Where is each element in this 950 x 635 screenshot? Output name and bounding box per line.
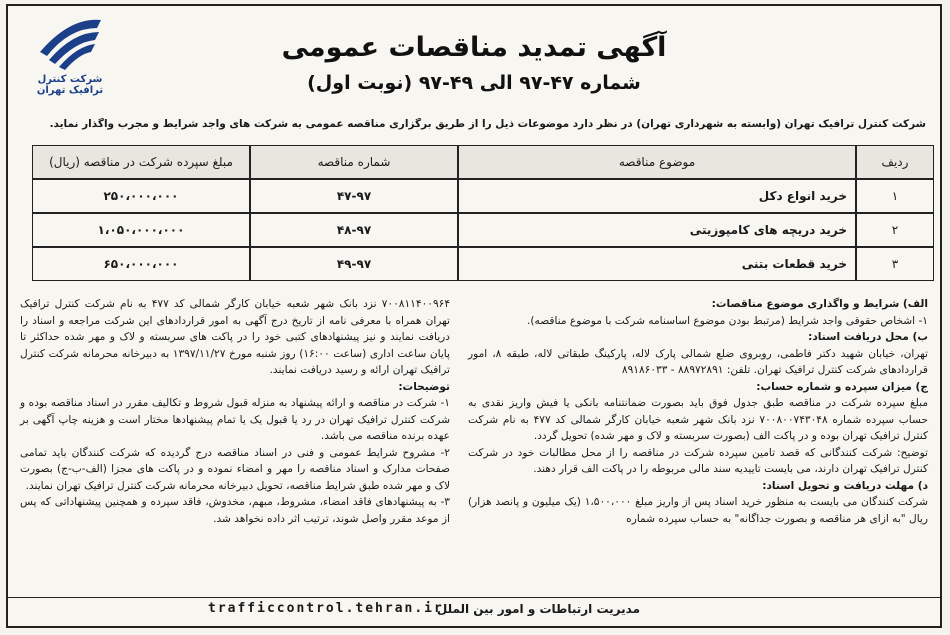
- table-row: [32, 247, 934, 281]
- cell-deposit: ۶۵۰،۰۰۰،۰۰۰: [32, 247, 250, 281]
- cell-tender-number: ۴۸-۹۷: [250, 213, 458, 247]
- conditions-column: [468, 296, 928, 527]
- section-d-body: شرکت کنندگان می بایست به منظور خرید اسناد پس از واریز مبلغ ۱،۵۰۰،۰۰۰ (یک میلیون و پانصد هزار) ریال "به ازای هر مناقصه و بصورت جداگانه" به حساب سپرده شماره: [468, 496, 929, 525]
- notice-title: آگهی تمدید مناقصات عمومی: [281, 32, 667, 63]
- cell-row-number: ۲: [856, 213, 934, 247]
- company-logo-text: شرکت کنترل ترافیک تهران: [36, 74, 104, 96]
- note-3: ۳- به پیشنهادهای فاقد امضاء، مشروط، مبهم، مخدوش، فاقد سپرده و همچنین پیشنهاداتی که پس از موعد مقرر واصل شوند، ترتیب اثر داده نخواهد شد.: [20, 496, 450, 525]
- cell-deposit: ۲۵۰،۰۰۰،۰۰۰: [32, 179, 250, 213]
- table-header-row: [32, 145, 934, 179]
- cell-subject: خرید دریچه های کامپوزیتی: [458, 213, 856, 247]
- section-a-heading: الف) شرایط و واگذاری موضوع مناقصات:: [711, 298, 928, 310]
- footer-department: مدیریت ارتباطات و امور بین الملل: [436, 602, 640, 616]
- section-b-body: تهران، خیابان شهید دکتر فاطمی، روبروی ضلع شمالی پارک لاله، پارکینگ طبقاتی لاله، طبقه ۸، امور قراردادهای شرکت کنترل ترافیک تهران. تلفن: ۸۸۹۷۲۸۹۱ - ۸۹۱۸۶۰۳۳: [468, 347, 928, 376]
- cell-tender-number: ۴۷-۹۷: [250, 179, 458, 213]
- note-2: ۲- مشروح شرایط عمومی و فنی در اسناد مناقصه درج گردیده که شرکت کنندگان باید تمامی صفحات مدارک و اسناد مناقصه را مهر و امضاء نموده و در پاکت های مجزا (الف-ب-ج) بصورت لاک و مهر شده طبق شرایط مناقصه، تحویل دبیرخانه محرمانه شرکت کنترل ترافیک تهران نمایند.: [20, 446, 450, 492]
- cell-deposit: ۱،۰۵۰،۰۰۰،۰۰۰: [32, 213, 250, 247]
- section-c-note: توضیح: شرکت کنندگانی که قصد تامین سپرده شرکت در مناقصه را از محل مطالبات خود در شرکت کنترل ترافیک تهران دارند، می بایست تاییدیه سند مالی مربوطه را در پاکت الف قرار دهند.: [468, 446, 928, 475]
- cell-subject: خرید قطعات بتنی: [458, 247, 856, 281]
- section-a-item-1: ۱- اشخاص حقوقی واجد شرایط (مرتبط بودن موضوع اساسنامه شرکت با موضوع مناقصه).: [527, 314, 928, 327]
- cell-tender-number: ۴۹-۹۷: [250, 247, 458, 281]
- notice-footer: [8, 597, 940, 622]
- tender-notice: [6, 4, 942, 628]
- header-subject: موضوع مناقصه: [458, 145, 856, 179]
- notes-heading: توضیحات:: [398, 380, 450, 393]
- footer-website: trafficcontrol.tehran.ir: [208, 601, 444, 616]
- tenders-table: [32, 145, 934, 281]
- cell-subject: خرید انواع دکل: [458, 179, 856, 213]
- header-tender-number: شماره مناقصه: [250, 145, 458, 179]
- header-row-number: ردیف: [856, 145, 934, 179]
- section-d-continued: ۷۰۰۸۱۱۴۰۰۹۶۴ نزد بانک شهر شعبه خیابان کارگر شمالی کد ۴۷۷ به نام شرکت کنترل ترافیک تهران همراه با معرفی نامه از تاریخ درج آگهی به امور قراردادهای این شرکت مراجعه و اسناد را دریافت نمایند و نیز پیشنهادهای کتبی خود را در پاکت های سربسته و لاک و مهر شده حداکثر تا پایان ساعت اداری (ساعت ۱۶:۰۰) روز شنبه مورخ ۱۳۹۷/۱۱/۲۷ به دبیرخانه محرمانه شرکت کنترل ترافیک تهران ارائه و رسید دریافت نمایند.: [20, 298, 451, 376]
- cell-row-number: ۱: [856, 179, 934, 213]
- note-1: ۱- شرکت در مناقصه و ارائه پیشنهاد به منزله قبول شروط و تکالیف مقرر در اسناد مناقصه بوده و شرکت کنترل ترافیک تهران در رد یا قبول یک یا تمام پیشنهادها مختار است و هزینه چاپ آگهی بر عهده برنده مناقصه می باشد.: [20, 397, 450, 442]
- header-deposit: مبلغ سپرده شرکت در مناقصه (ریال): [32, 145, 250, 179]
- table-row: [32, 213, 934, 247]
- table-row: [32, 179, 934, 213]
- cell-row-number: ۳: [856, 247, 934, 281]
- section-d-heading: د) مهلت دریافت و تحویل اسناد:: [762, 479, 928, 492]
- notice-intro: شرکت کنترل ترافیک تهران (وابسته به شهرداری تهران) در نظر دارد موضوعات ذیل را از طریق برگزاری مناقصه عمومی به شرکت های واجد شرایط و مجرب واگذار نماید.: [49, 118, 926, 130]
- notice-subtitle: شماره ۴۷-۹۷ الی ۴۹-۹۷ (نوبت اول): [307, 72, 641, 94]
- company-logo: [20, 12, 120, 104]
- notes-column: [20, 296, 450, 527]
- section-c-body: مبلغ سپرده شرکت در مناقصه طبق جدول فوق باید بصورت ضمانتنامه بانکی یا فیش واریز نقدی به حساب سپرده شماره ۷۰۰۸۰۰۷۴۳۰۴۸ نزد بانک شهر شعبه خیابان کارگر شمالی کد ۴۷۷ به نام شرکت کنترل ترافیک تهران بوده و در پاکت الف (بصورت سربسته و لاک و مهر شده) تحویل گردد.: [468, 397, 928, 442]
- section-b-heading: ب) محل دریافت اسناد:: [808, 331, 928, 343]
- section-c-heading: ج) میزان سپرده و شماره حساب:: [756, 380, 928, 393]
- traffic-control-logo-icon: [35, 12, 105, 74]
